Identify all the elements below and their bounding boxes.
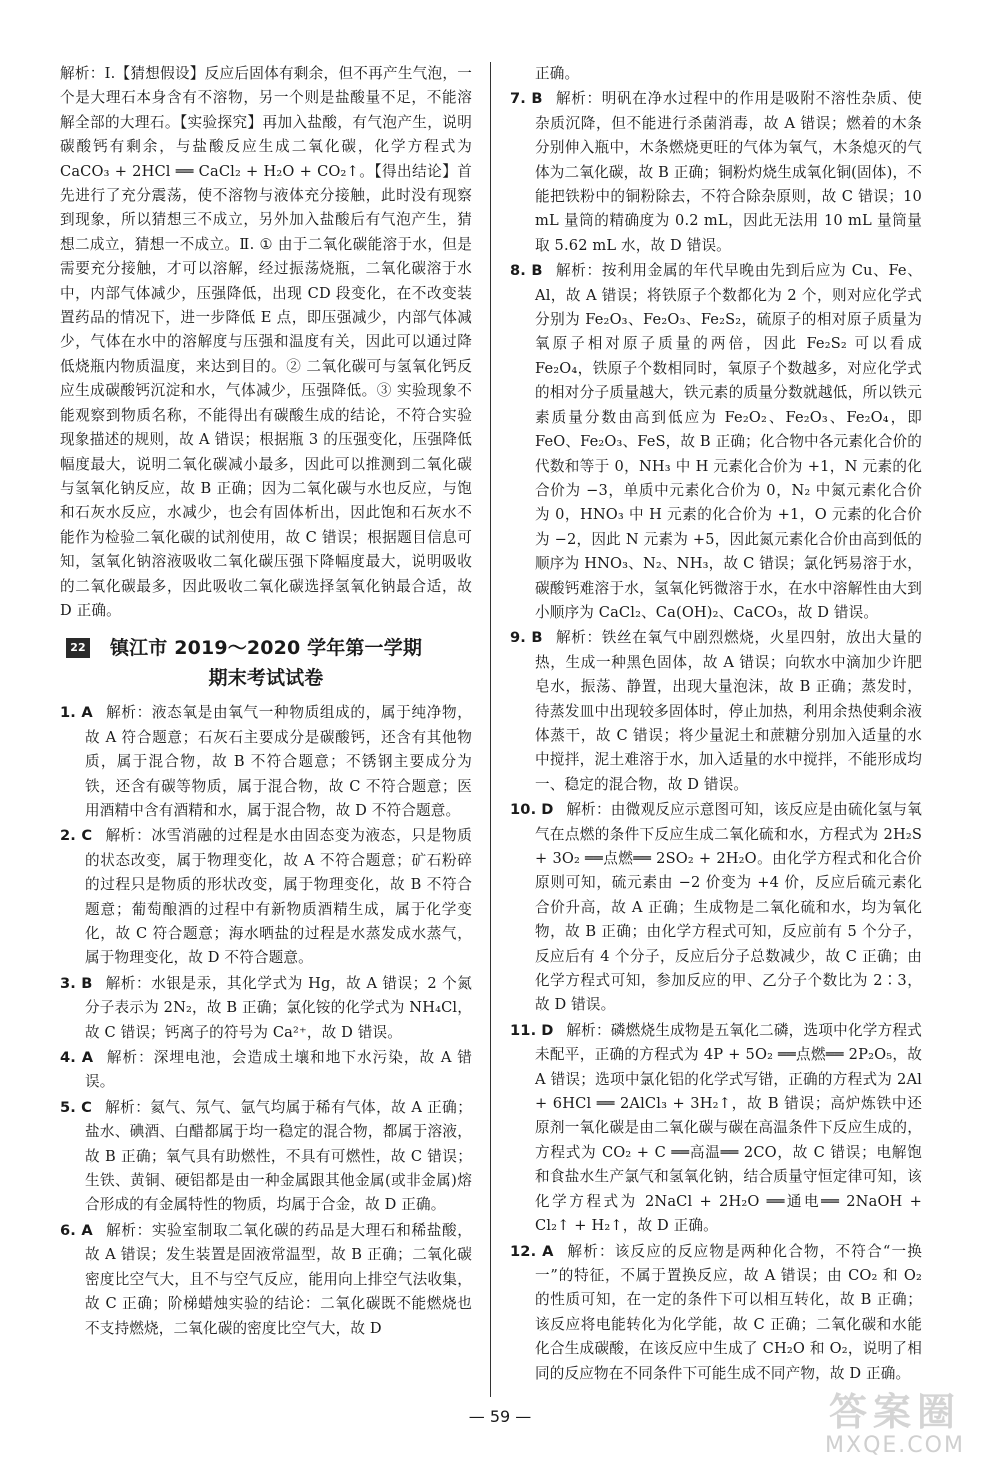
answer-item xyxy=(510,87,922,258)
answer-explanation: 解析：由微观反应示意图可知，该反应是由硫化氢与氧气在点燃的条件下反应生成二氧化硫和水，方程式为 2H₂S + 3O₂ ══点燃══ 2SO₂ + 2H₂O。由化学方程式和化合价原则可知，硫元素由 −2 价变为 +4 价，反应后硫元素化合价升高，故 A 正确；生成物是二氧化硫和水，均为氧化物，故 B 正确；由化学方程式可知，反应前有 5 个分子，反应后有 4 个分子，反应后分子总数减少，故 C 正确；由化学方程式可知，参加反应的甲、乙分子个数比为 2∶3，故 D 错误。 xyxy=(535,801,922,1014)
answer-item xyxy=(60,1046,472,1095)
answer-choice: C xyxy=(81,1098,92,1116)
section-title-line1: 镇江市 2019～2020 学年第一学期 xyxy=(110,637,422,660)
answer-item xyxy=(510,626,922,797)
answer-explanation: 解析：液态氧是由氧气一种物质组成的，属于纯净物，故 A 符合题意；石灰石主要成分是碳酸钙，还含有其他物质，属于混合物，故 B 不符合题意；不锈钢主要成分为铁，还含有碳等物质，属于混合物，故 C 不符合题意；医用酒精中含有酒精和水，属于混合物，故 D 不符合题意。 xyxy=(85,704,473,819)
section-number-badge: 22 xyxy=(66,638,90,658)
continuation-text: 正确。 xyxy=(535,65,580,82)
answer-choice: D xyxy=(541,1021,554,1039)
answer-number: 1. xyxy=(60,704,76,722)
answer-number: 6. xyxy=(60,1221,76,1239)
answer-item xyxy=(60,1096,472,1218)
watermark-logo xyxy=(810,1391,980,1461)
answer-number: 4. xyxy=(60,1049,76,1067)
watermark-logo-text: 答案圈 xyxy=(828,1390,961,1434)
answer-explanation: 解析：冰雪消融的过程是水由固态变为液态，只是物质的状态改变，属于物理变化，故 A 不符合题意；矿石粉碎的过程只是物质的形状改变，属于物理变化，故 B 不符合题意；葡萄酿酒的过程中有新物质酒精生成，属于化学变化，故 C 符合题意；海水晒盐的过程是水蒸发成水蒸气，属于物理变化，故 D 不符合题意。 xyxy=(85,827,472,967)
answer-item xyxy=(60,824,472,970)
answer-explanation: 解析：明矾在净水过程中的作用是吸附不溶性杂质、使杂质沉降，但不能进行杀菌消毒，故 A 错误；燃着的木条分别伸入瓶中，木条燃烧更旺的气体为氧气，木条熄灭的气体为二氧化碳，故 B 正确；铜粉灼烧生成氧化铜(固体)，不能把铁粉中的铜粉除去，不符合除杂原则，故 C 错误；10 mL 量筒的精确度为 0.2 mL，因此无法用 10 mL 量筒量取 5.62 mL 水，故 D 错误。 xyxy=(535,90,922,254)
answer-number: 9. xyxy=(510,629,526,647)
answer-choice: A xyxy=(542,1242,554,1260)
answer-item xyxy=(60,1219,472,1341)
answer-number: 10. xyxy=(510,801,537,819)
answer-number: 12. xyxy=(510,1242,537,1260)
answer-item xyxy=(510,1240,922,1386)
answer-choice: A xyxy=(81,704,93,722)
answer-choice: B xyxy=(531,629,543,647)
answer-item xyxy=(510,1019,922,1239)
answer-choice: B xyxy=(531,262,543,280)
answer-explanation: 解析：实验室制取二氧化碳的药品是大理石和稀盐酸，故 A 错误；发生装置是固液常温型，故 B 正确；二氧化碳密度比空气大，且不与空气反应，能用向上排空气法收集，故 C 正确；阶梯蜡烛实验的结论：二氧化碳既不能燃烧也不支持燃烧，二氧化碳的密度比空气大，故 D xyxy=(85,1221,473,1337)
answer-explanation: 解析：按利用金属的年代早晚由先到后应为 Cu、Fe、Al，故 A 错误；将铁原子个数都化为 2 个，则对应化学式分别为 Fe₂O₃、Fe₂O₃、Fe₂S₂，硫原子的相对原子质量为氧原子相对原子质量的两倍，因此 Fe₂S₂ 可以看成 Fe₂O₄，铁原子个数相同时，氧原子个数越多，对应化学式的相对分子质量越大，铁元素的质量分数就越低，所以铁元素质量分数由高到低应为 Fe₂O₂、Fe₂O₃、Fe₂O₄，即 FeO、Fe₂O₃、FeS，故 B 正确；化合物中各元素化合价的代数和等于 0，NH₃ 中 H 元素化合价为 +1，N 元素的化合价为 −3，单质中元素化合价为 0，N₂ 中氮元素化合价为 0，HNO₃ 中 H 元素的化合价为 +1，O 元素的化合价为 −2，因此 N 元素为 +5，因此氮元素化合价由高到低的顺序为 HNO₃、N₂、NH₃，故 C 错误；氯化钙易溶于水，碳酸钙难溶于水，氢氧化钙微溶于水，在水中溶解性由大到小顺序为 CaCl₂、Ca(OH)₂、CaCO₃，故 D 错误。 xyxy=(535,262,923,621)
answer-number: 3. xyxy=(60,974,76,992)
right-column xyxy=(510,62,922,1387)
answer-choice: A xyxy=(81,1221,93,1239)
answer-explanation: 解析：氦气、氖气、氩气均属于稀有气体，故 A 正确；盐水、碘酒、白醋都属于均一稳定的混合物，都属于溶液，故 B 正确；氧气具有助燃性，不具有可燃性，故 C 错误；生铁、黄铜、硬铝都是由一种金属跟其他金属(或非金属)熔合形成的有金属特性的物质，均属于合金，故 D 正确。 xyxy=(85,1098,472,1214)
answer-list-right xyxy=(510,87,922,1386)
answer-number: 7. xyxy=(510,90,526,108)
section-title-line2: 期末考试试卷 xyxy=(208,667,324,690)
answer-item xyxy=(510,259,922,625)
answer-explanation: 解析：铁丝在氧气中剧烈燃烧，火星四射，放出大量的热，生成一种黑色固体，故 A 错误；向软水中滴加少许肥皂水，振荡、静置，出现大量泡沫，故 B 正确；蒸发时，待蒸发皿中出现较多固体时，停止加热，利用余热使剩余液体蒸干，故 C 错误；将少量泥土和蔗糖分别加入适量的水中搅拌，泥土难溶于水，加入适量的水中搅拌，不能形成均一、稳定的混合物，故 D 错误。 xyxy=(535,629,922,793)
answer-choice: B xyxy=(531,90,543,108)
watermark-url: MXQE.COM xyxy=(825,1433,965,1458)
answer-explanation: 解析：深埋电池，会造成土壤和地下水污染，故 A 错误。 xyxy=(85,1049,472,1091)
answer-explanation: 解析：该反应的反应物是两种化合物，不符合“一换一”的特征，不属于置换反应，故 A 错误；由 CO₂ 和 O₂ 的性质可知，在一定的条件下可以相互转化，故 B 正确；该反应将电能转化为化学能，故 C 正确；二氧化碳和水能化合生成碳酸，在该反应中生成了 CH₂O 和 O₂，说明了相同的反应物在不同条件下可能生成不同产物，故 D 正确。 xyxy=(535,1242,922,1382)
intro-paragraph: 解析：Ⅰ.【猜想假设】反应后固体有剩余，但不再产生气泡，一个是大理石本身含有不溶物，另一个则是盐酸量不足，不能溶解全部的大理石。【实验探究】再加入盐酸，有气泡产生，说明碳酸钙有剩余，与盐酸反应生成二氧化碳，化学方程式为 CaCO₃ + 2HCl ══ CaCl₂ + H₂O + CO₂↑。【得出结论】首先进行了充分震荡，使不溶物与液体充分接触，此时没有现察到现象，所以猜想三不成立，另外加入盐酸后有气泡产生，猜想二成立，猜想一不成立。Ⅱ. ① 由于二氧化碳能溶于水，但是需要充分接触，才可以溶解，经过振荡烧瓶，二氧化碳溶于水中，内部气体减少，压强降低，出现 CD 段变化，在不改变装置药品的情况下，进一步降低 E 点，即压强减少，内部气体减少，气体在水中的溶解度与压强和温度有关，因此可以通过降低烧瓶内物质温度，来达到目的。② 二氧化碳可与氢氧化钙反应生成碳酸钙沉淀和水，气体减少，压强降低。③ 实验现象不能观察到物质名称，不能得出有碳酸生成的结论，不符合实验现象描述的规则，故 A 错误；根据瓶 3 的压强变化，压强降低幅度最大，说明二氧化碳减小最多，因此可以推测到二氧化碳与氢氧化钠反应，故 B 正确；因为二氧化碳与水也反应，与饱和石灰水反应，水减少，也会有固体析出，因此饱和石灰水不能作为检验二氧化碳的试剂使用，故 C 错误；根据题目信息可知，氢氧化钠溶液吸收二氧化碳压强下降幅度最大，说明吸收的二氧化碳最多，因此吸收二氧化碳选择氢氧化钠最合适，故 D 正确。 xyxy=(60,65,472,619)
answer-item xyxy=(60,972,472,1045)
answer-choice: C xyxy=(81,827,93,845)
answer-number: 5. xyxy=(60,1098,76,1116)
answer-choice: D xyxy=(541,801,554,819)
answer-explanation: 解析：水银是汞，其化学式为 Hg，故 A 错误；2 个氮分子表示为 2N₂，故 B 正确；氯化铵的化学式为 NH₄Cl，故 C 错误；钙离子的符号为 Ca²⁺，故 D 错误。 xyxy=(85,974,472,1041)
answer-explanation: 解析：磷燃烧生成物是五氧化二磷，选项中化学方程式未配平，正确的方程式为 4P + 5O₂ ══点燃══ 2P₂O₅，故 A 错误；选项中氯化铝的化学式写错，正确的方程式为 2Al + 6HCl ══ 2AlCl₃ + 3H₂↑，故 B 错误；高炉炼铁中还原剂一氧化碳是由二氧化碳与碳在高温条件下反应生成的，方程式为 CO₂ + C ══高温══ 2CO，故 C 错误；电解饱和食盐水生产氯气和氢氧化钠，结合质量守恒定律可知，该化学方程式为 2NaCl + 2H₂O ══通电══ 2NaOH + Cl₂↑ + H₂↑，故 D 正确。 xyxy=(535,1021,922,1235)
answer-item xyxy=(60,701,472,823)
answer-number: 11. xyxy=(510,1021,537,1039)
answer-number: 8. xyxy=(510,262,526,280)
answer-item xyxy=(510,798,922,1018)
answer-list-left xyxy=(60,701,472,1341)
answer-choice: B xyxy=(81,974,93,992)
answer-choice: A xyxy=(81,1049,94,1067)
answer-number: 2. xyxy=(60,827,76,845)
column-divider xyxy=(490,62,491,1397)
section-heading xyxy=(60,633,472,693)
left-column xyxy=(60,62,472,1342)
page-number: — 59 — xyxy=(468,1407,532,1426)
